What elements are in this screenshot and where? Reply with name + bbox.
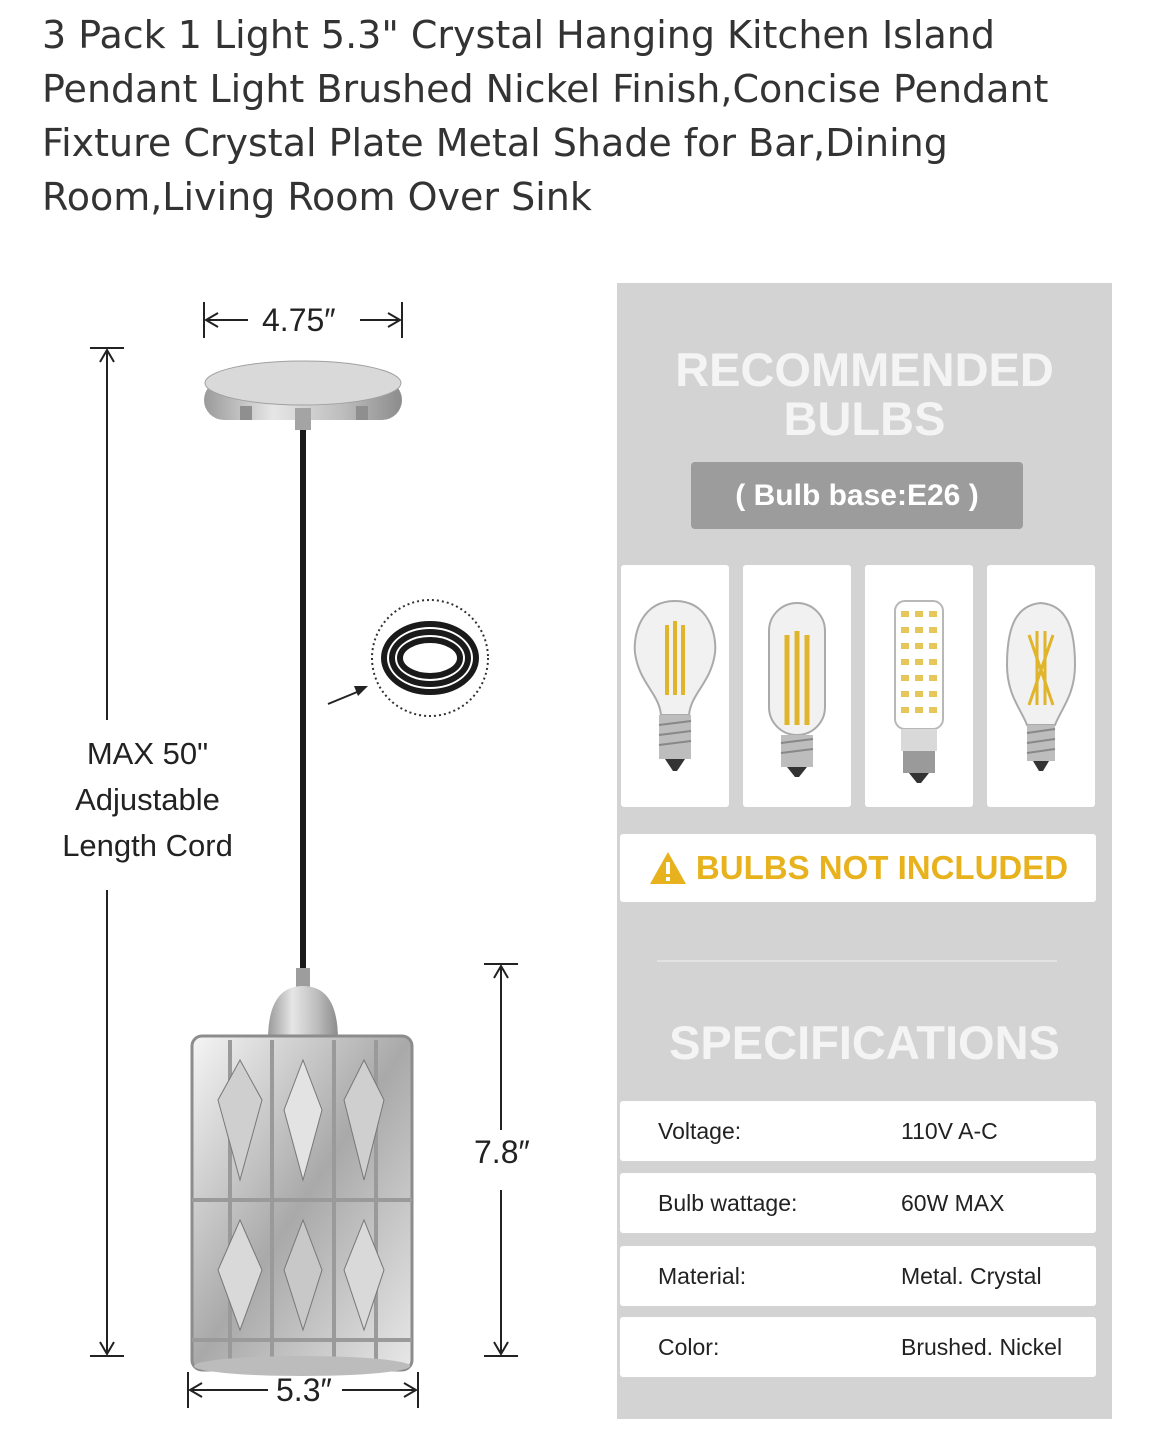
bulb-card-st64 [987, 565, 1095, 807]
bulbs-not-included-text: BULBS NOT INCLUDED [695, 849, 1069, 886]
cord-label-line3: Length Cord [62, 828, 233, 863]
specifications-heading: SPECIFICATIONS [669, 1016, 1060, 1069]
bulbs-specs-panel [617, 283, 1112, 1419]
canopy [204, 361, 402, 430]
shade-cap [268, 968, 338, 1040]
spec-row-color [620, 1317, 1096, 1377]
spec-value: Metal. Crystal [901, 1263, 1042, 1289]
crystal-shade [192, 1036, 412, 1376]
bulbs-not-included-banner [620, 834, 1096, 902]
heading-line2: BULBS [783, 392, 946, 445]
coiled-cord-icon [328, 600, 488, 716]
spec-row-material [620, 1246, 1096, 1306]
spec-value: 110V A-C [901, 1118, 998, 1144]
cord-length-label [50, 731, 245, 869]
section-divider [657, 960, 1057, 962]
spec-label: Color: [658, 1334, 720, 1360]
cord-label-line2: Adjustable [75, 782, 220, 817]
bulb-base-badge: ( Bulb base:E26 ) [691, 462, 1023, 529]
corn-led-bulb-icon [865, 565, 973, 807]
spec-row-wattage [620, 1173, 1096, 1233]
warning-icon [648, 850, 688, 886]
bulb-card-a19 [621, 565, 729, 807]
bulb-card-t10 [743, 565, 851, 807]
spec-label: Voltage: [658, 1118, 742, 1144]
t10-tube-bulb-icon [743, 565, 851, 807]
spec-row-voltage [620, 1101, 1096, 1161]
shade-height-label: 7.8″ [474, 1134, 530, 1170]
spec-label: Material: [658, 1263, 747, 1289]
shade-width-label: 5.3″ [276, 1372, 332, 1408]
spec-label: Bulb wattage: [658, 1190, 798, 1216]
canopy-width-label: 4.75″ [262, 302, 336, 338]
recommended-bulbs-heading [617, 345, 1112, 443]
st64-edison-bulb-icon [987, 565, 1095, 807]
product-title: 3 Pack 1 Light 5.3" Crystal Hanging Kitchen Island Pendant Light Brushed Nickel Finish,Concise Pendant Fixture Crystal Plate Metal Shade for Bar,Dining Room,Living Room Over Sink [42, 13, 1049, 219]
a19-filament-bulb-icon [621, 565, 729, 807]
cord-label-line1: MAX 50" [86, 736, 209, 771]
spec-value: Brushed. Nickel [901, 1334, 1063, 1360]
spec-value: 60W MAX [901, 1190, 1005, 1216]
bulb-card-corn [865, 565, 973, 807]
heading-line1: RECOMMENDED [675, 343, 1054, 396]
